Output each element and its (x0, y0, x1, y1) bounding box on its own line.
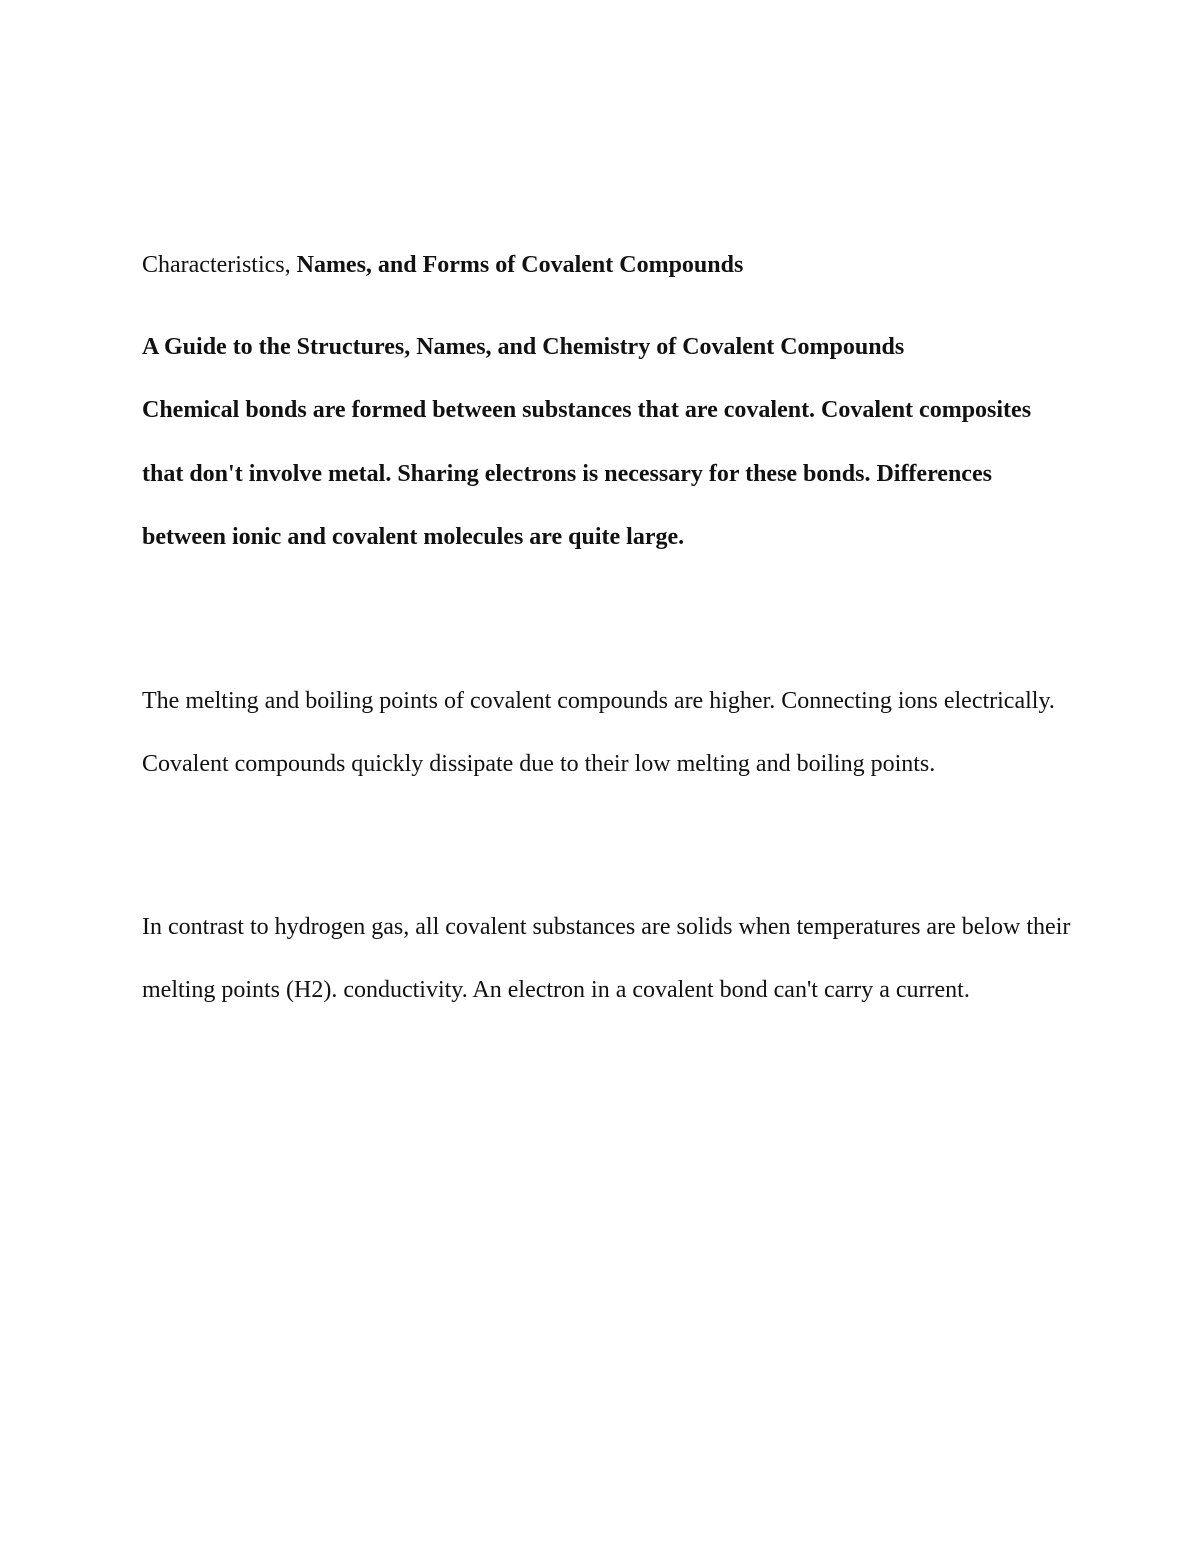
document-body (142, 248, 1072, 1023)
document-title-part-1: Characteristics, (142, 252, 297, 278)
intro-paragraph: Chemical bonds are formed between substances that are covalent. Covalent composites that don't involve metal. Sharing electrons is necessary for these bonds. Differences between ionic and covalent molecules are quite large. (142, 397, 1032, 550)
body-paragraph-melting-points: The melting and boiling points of covalent compounds are higher. Connecting ions electrically. Covalent compounds quickly dissipate due to their low melting and boiling points. (142, 687, 1055, 777)
document-title-part-2: Names, and Forms of Covalent Compounds (296, 252, 744, 278)
document-subtitle: A Guide to the Structures, Names, and Chemistry of Covalent Compounds (142, 334, 905, 360)
body-paragraph-conductivity: In contrast to hydrogen gas, all covalent substances are solids when temperatures are below their melting points (H2). conductivity. An electron in a covalent bond can't carry a current. (142, 913, 1071, 1003)
document-title (142, 248, 1072, 282)
